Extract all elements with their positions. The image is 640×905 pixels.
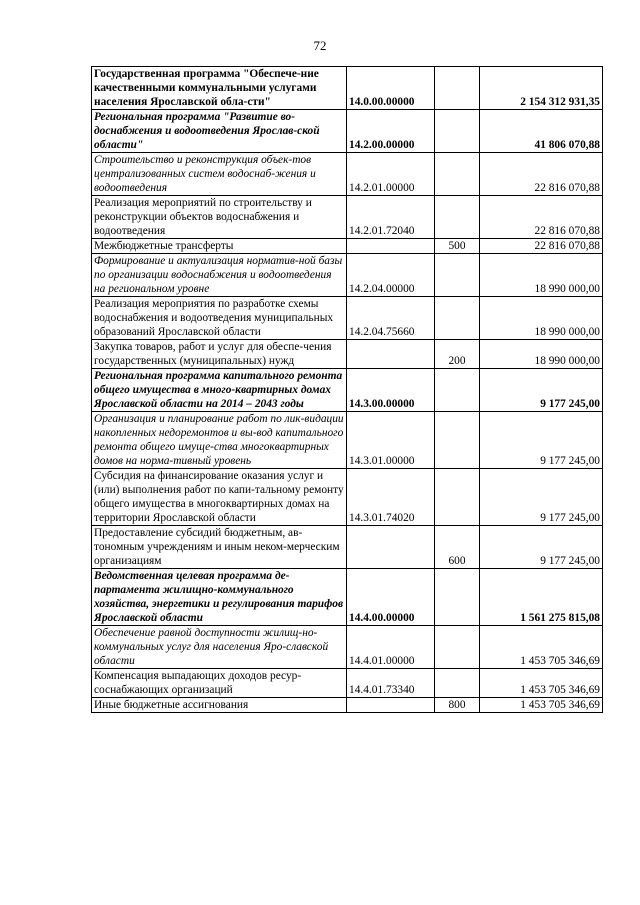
row-name: Организация и планирование работ по лик-видации накопленных недоремонтов и вы-вод капитального ремонта общего имуще-ства многоквартирных домов на норма-тивный уровень: [92, 412, 347, 469]
row-name: Субсидия на финансирование оказания услуг и (или) выполнения работ по капи-тальному ремонту общего имущества в многоквартирных домах на территории Ярославской области: [92, 469, 347, 526]
row-code: 14.2.01.72040: [347, 196, 435, 239]
row-sum: 1 453 705 346,69: [480, 698, 603, 713]
table-row: [92, 669, 603, 698]
row-expense-type: [435, 67, 480, 110]
table-row: [92, 626, 603, 669]
page-number: 72: [313, 38, 327, 53]
table-row: [92, 67, 603, 110]
table-row: [92, 569, 603, 626]
budget-table-body: [92, 67, 603, 713]
row-code: [347, 239, 435, 254]
row-name: Реализация мероприятия по разработке схемы водоснабжения и водоотведения муниципальных образований Ярославской области: [92, 297, 347, 340]
row-code: 14.3.01.00000: [347, 412, 435, 469]
table-row: [92, 369, 603, 412]
row-sum: 22 816 070,88: [480, 239, 603, 254]
row-expense-type: [435, 626, 480, 669]
row-expense-type: 500: [435, 239, 480, 254]
row-expense-type: [435, 254, 480, 297]
table-row: [92, 254, 603, 297]
row-sum: 1 453 705 346,69: [480, 626, 603, 669]
table-row: [92, 239, 603, 254]
row-expense-type: [435, 110, 480, 153]
row-sum: 9 177 245,00: [480, 469, 603, 526]
row-sum: 9 177 245,00: [480, 526, 603, 569]
row-name: Компенсация выпадающих доходов ресур-соснабжающих организаций: [92, 669, 347, 698]
row-expense-type: [435, 669, 480, 698]
row-sum: 22 816 070,88: [480, 196, 603, 239]
row-code: 14.2.04.75660: [347, 297, 435, 340]
row-expense-type: [435, 196, 480, 239]
row-name: Ведомственная целевая программа де-партамента жилищно-коммунального хозяйства, энергетики и регулирования тарифов Ярославской области: [92, 569, 347, 626]
row-expense-type: 800: [435, 698, 480, 713]
row-expense-type: [435, 297, 480, 340]
table-row: [92, 469, 603, 526]
row-name: Региональная программа "Развитие во-доснабжения и водоотведения Ярослав-ской области": [92, 110, 347, 153]
budget-table: [91, 66, 603, 713]
row-expense-type: [435, 412, 480, 469]
row-code: 14.2.04.00000: [347, 254, 435, 297]
table-row: [92, 297, 603, 340]
row-name: Иные бюджетные ассигнования: [92, 698, 347, 713]
table-row: [92, 698, 603, 713]
row-sum: 1 453 705 346,69: [480, 669, 603, 698]
row-code: [347, 526, 435, 569]
table-row: [92, 412, 603, 469]
row-name: Обеспечение равной доступности жилищ-но-коммунальных услуг для населения Яро-славской области: [92, 626, 347, 669]
row-sum: 18 990 000,00: [480, 297, 603, 340]
row-sum: 9 177 245,00: [480, 412, 603, 469]
row-code: 14.2.00.00000: [347, 110, 435, 153]
row-name: Строительство и реконструкция объек-тов централизованных систем водоснаб-жения и водоотведения: [92, 153, 347, 196]
row-name: Государственная программа "Обеспече-ние качественными коммунальными услугами населения Ярославской обла-сти": [92, 67, 347, 110]
row-expense-type: 200: [435, 340, 480, 369]
row-code: 14.3.01.74020: [347, 469, 435, 526]
row-name: Реализация мероприятий по строительству и реконструкции объектов водоснабжения и водоотведения: [92, 196, 347, 239]
row-code: 14.0.00.00000: [347, 67, 435, 110]
table-row: [92, 526, 603, 569]
row-sum: 18 990 000,00: [480, 254, 603, 297]
row-name: Региональная программа капитального ремонта общего имущества в много-квартирных домах Ярославской области на 2014 – 2043 годы: [92, 369, 347, 412]
row-code: 14.4.00.00000: [347, 569, 435, 626]
row-sum: 2 154 312 931,35: [480, 67, 603, 110]
table-row: [92, 196, 603, 239]
row-expense-type: [435, 469, 480, 526]
row-code: 14.4.01.00000: [347, 626, 435, 669]
table-row: [92, 153, 603, 196]
row-sum: 41 806 070,88: [480, 110, 603, 153]
row-name: Межбюджетные трансферты: [92, 239, 347, 254]
row-code: 14.3.00.00000: [347, 369, 435, 412]
row-sum: 22 816 070,88: [480, 153, 603, 196]
row-expense-type: [435, 569, 480, 626]
row-code: 14.2.01.00000: [347, 153, 435, 196]
row-code: 14.4.01.73340: [347, 669, 435, 698]
row-expense-type: [435, 369, 480, 412]
row-sum: 1 561 275 815,08: [480, 569, 603, 626]
row-code: [347, 340, 435, 369]
table-row: [92, 110, 603, 153]
row-sum: 18 990 000,00: [480, 340, 603, 369]
row-expense-type: 600: [435, 526, 480, 569]
row-name: Формирование и актуализация норматив-ной базы по организации водоснабжения и водоотведения на региональном уровне: [92, 254, 347, 297]
row-expense-type: [435, 153, 480, 196]
table-row: [92, 340, 603, 369]
row-sum: 9 177 245,00: [480, 369, 603, 412]
row-name: Закупка товаров, работ и услуг для обеспе-чения государственных (муниципальных) нужд: [92, 340, 347, 369]
row-name: Предоставление субсидий бюджетным, ав-тономным учреждениям и иным неком-мерческим организациям: [92, 526, 347, 569]
row-code: [347, 698, 435, 713]
